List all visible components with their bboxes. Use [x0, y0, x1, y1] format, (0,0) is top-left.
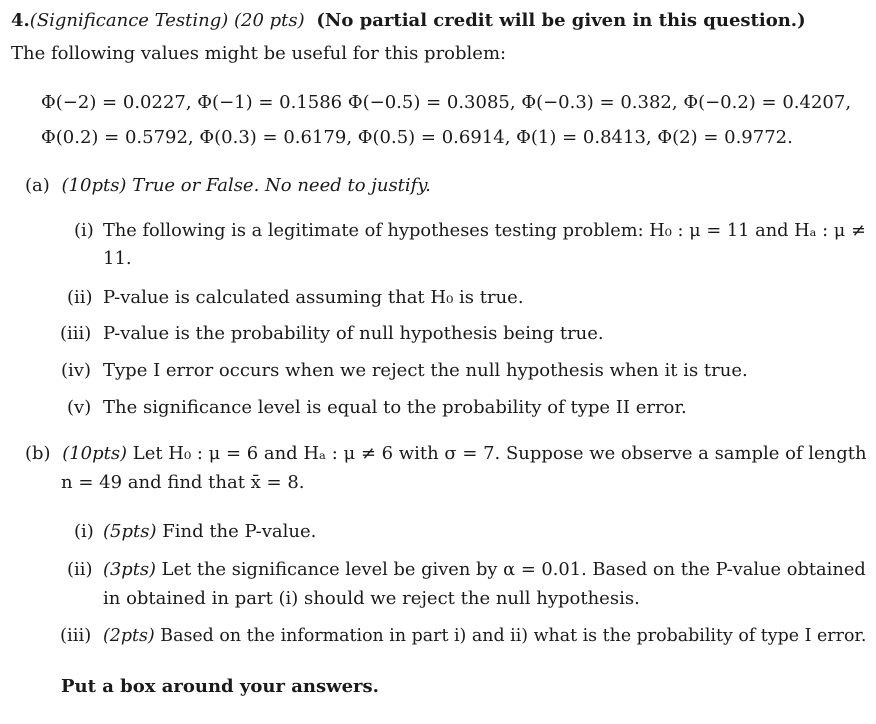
part-b-points: (10pts)	[62, 443, 128, 464]
part-a-item-text: P-value is the probability of null hypothesis being true.	[103, 323, 604, 344]
part-b-item-body: Based on the information in part i) and ii) what is the probability of type I error.	[160, 625, 867, 646]
part-a-item-label: (i)	[74, 220, 94, 241]
phi-values-line-2: Φ(0.2) = 0.5792, Φ(0.3) = 0.6179, Φ(0.5) = 0.6914, Φ(1) = 0.8413, Φ(2) = 0.9772.	[41, 127, 793, 148]
part-a-item-text: P-value is calculated assuming that H₀ is true.	[103, 287, 524, 308]
part-a-label: (a)	[25, 175, 50, 196]
part-b-text: Let H₀ : μ = 6 and Hₐ : μ ≠ 6 with σ = 7. Suppose we observe a sample of length	[132, 443, 867, 464]
problem-number: 4.	[11, 10, 30, 31]
part-b-item-text	[103, 625, 866, 647]
problem-header	[11, 10, 806, 32]
part-a-header	[25, 175, 431, 197]
part-b-item-text	[103, 559, 866, 581]
part-a-item-label: (ii)	[67, 287, 93, 308]
part-a-item-label: (iii)	[60, 323, 92, 344]
part-b-label: (b)	[25, 443, 51, 464]
part-b-item-body: Find the P-value.	[162, 521, 317, 542]
part-a-instruction: True or False. No need to justify.	[132, 175, 431, 196]
part-b-header	[25, 443, 867, 465]
part-a-item-text: The following is a legitimate of hypotheses testing problem: H₀ : μ = 11 and Hₐ : μ ≠	[103, 220, 866, 241]
part-b-item-body: Let the significance level be given by α = 0.01. Based on the P-value obtained	[161, 559, 866, 580]
part-b-item-text-continued: in obtained in part (i) should we reject the null hypothesis.	[103, 588, 640, 609]
no-partial-credit-notice: (No partial credit will be given in this question.)	[316, 10, 806, 31]
problem-title: (Significance Testing) (20 pts)	[29, 10, 305, 31]
phi-values-line-1: Φ(−2) = 0.0227, Φ(−1) = 0.1586 Φ(−0.5) = 0.3085, Φ(−0.3) = 0.382, Φ(−0.2) = 0.4207,	[41, 92, 852, 113]
part-a-item-text: The significance level is equal to the probability of type II error.	[103, 397, 687, 418]
part-b-item-label: (i)	[74, 521, 94, 542]
part-a-item-text: Type I error occurs when we reject the null hypothesis when it is true.	[103, 360, 748, 381]
part-b-item-label: (ii)	[67, 559, 93, 580]
part-b-item-points: (2pts)	[103, 625, 155, 646]
part-b-item-points: (5pts)	[103, 521, 157, 542]
part-a-item-label: (v)	[67, 397, 92, 418]
part-b-item-points: (3pts)	[103, 559, 156, 580]
part-a-item-label: (iv)	[61, 360, 91, 381]
part-a-points: (10pts)	[61, 175, 127, 196]
part-b-text-continued: n = 49 and find that x̄ = 8.	[61, 472, 305, 493]
part-b-item-text	[103, 521, 316, 543]
part-a-item-text-continued: 11.	[103, 248, 132, 269]
part-b-item-label: (iii)	[60, 625, 92, 646]
intro-text: The following values might be useful for this problem:	[11, 43, 507, 64]
answer-box-instruction: Put a box around your answers.	[61, 676, 379, 697]
